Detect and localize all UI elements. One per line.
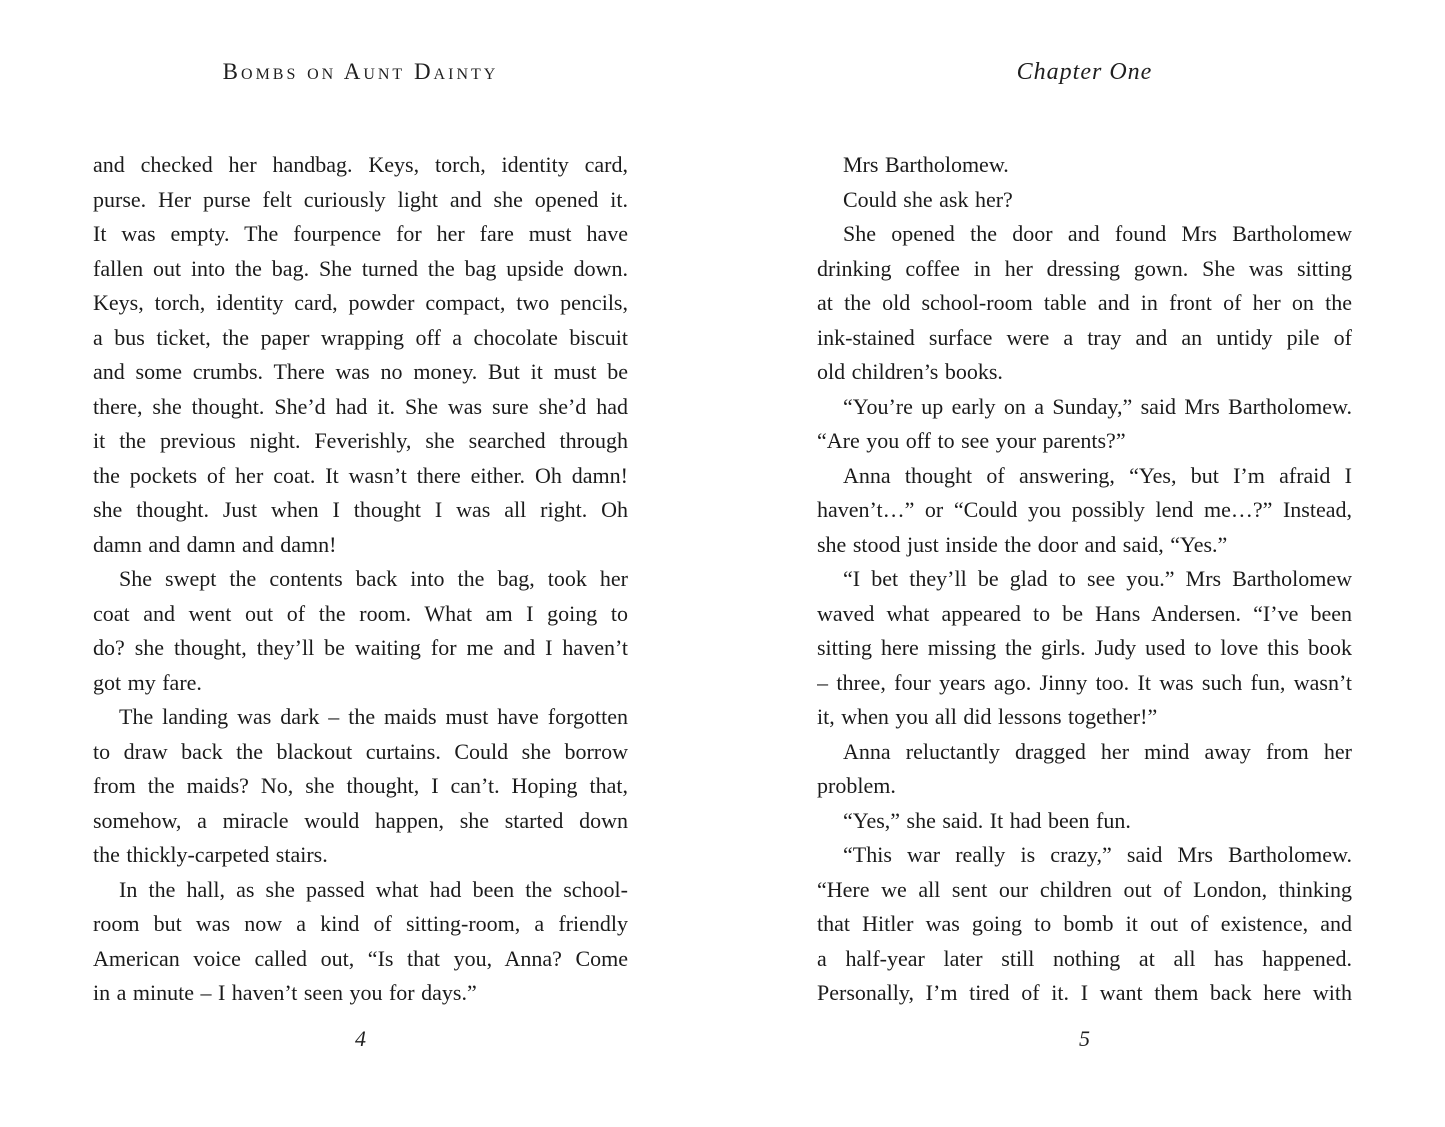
text-line: “Here we all sent our children out of London, thinking: [817, 876, 1352, 902]
text-line: room but was now a kind of sitting-room, a friendly: [93, 911, 628, 936]
text-line: from the maids? No, she thought, I can’t. Hoping that,: [93, 773, 628, 798]
text-line: “This war really is crazy,” said Mrs Bartholomew.: [843, 842, 1352, 867]
right-page-number: 5: [1079, 1026, 1090, 1051]
text-line: coat and went out of the room. What am I going to: [93, 600, 628, 626]
left-page-number: 4: [355, 1026, 366, 1051]
text-line: it the previous night. Feverishly, she searched through: [93, 428, 628, 453]
text-line: Keys, torch, identity card, powder compact, two pencils,: [93, 290, 628, 315]
text-line: do? she thought, they’ll be waiting for me and I haven’t: [93, 635, 628, 660]
text-line: ink-stained surface were a tray and an untidy pile of: [817, 324, 1352, 350]
text-line: She opened the door and found Mrs Bartholomew: [843, 221, 1352, 246]
text-line: The landing was dark – the maids must have forgotten: [119, 704, 628, 729]
text-line: there, she thought. She’d had it. She was sure she’d had: [93, 393, 628, 419]
text-line: “You’re up early on a Sunday,” said Mrs Bartholomew.: [843, 393, 1352, 419]
text-line: she stood just inside the door and said, “Yes.”: [817, 531, 1228, 557]
text-line: problem.: [817, 773, 896, 798]
right-page-body: [817, 148, 1352, 1011]
text-line: drinking coffee in her dressing gown. She was sitting: [817, 255, 1352, 281]
text-line: that Hitler was going to bomb it out of existence, and: [817, 911, 1352, 936]
right-running-header: Chapter One: [1016, 59, 1153, 85]
text-line: – three, four years ago. Jinny too. It was such fun, wasn’t: [817, 669, 1352, 695]
left-page: [93, 0, 628, 1127]
text-line: She swept the contents back into the bag, took her: [119, 566, 628, 591]
text-line: at the old school-room table and in front of her on the: [817, 290, 1352, 315]
text-line: a half-year later still nothing at all has happened.: [817, 945, 1352, 971]
text-line: Mrs Bartholomew.: [843, 152, 1009, 177]
text-line: sitting here missing the girls. Judy used to love this book: [817, 635, 1352, 660]
text-line: In the hall, as she passed what had been the school-: [119, 876, 628, 902]
text-line: Anna thought of answering, “Yes, but I’m afraid I: [843, 462, 1352, 488]
text-line: somehow, a miracle would happen, she started down: [93, 807, 628, 833]
text-line: haven’t…” or “Could you possibly lend me…?” Instead,: [817, 497, 1352, 522]
text-line: the pockets of her coat. It wasn’t there either. Oh damn!: [93, 462, 628, 488]
left-page-body: [93, 148, 628, 1011]
text-line: Anna reluctantly dragged her mind away from her: [843, 738, 1352, 764]
text-line: Could she ask her?: [843, 186, 1013, 212]
text-line: It was empty. The fourpence for her fare must have: [93, 221, 628, 246]
text-line: got my fare.: [93, 669, 202, 695]
text-line: it, when you all did lessons together!”: [817, 704, 1158, 729]
text-line: “I bet they’ll be glad to see you.” Mrs Bartholomew: [843, 566, 1352, 591]
text-line: old children’s books.: [817, 359, 1003, 384]
text-line: a bus ticket, the paper wrapping off a chocolate biscuit: [93, 324, 628, 350]
left-running-header: Bombs on Aunt Dainty: [222, 59, 499, 84]
text-line: in a minute – I haven’t seen you for days.”: [93, 980, 477, 1005]
text-line: purse. Her purse felt curiously light and she opened it.: [93, 186, 628, 212]
text-line: and checked her handbag. Keys, torch, identity card,: [93, 152, 628, 177]
text-line: “Are you off to see your parents?”: [817, 428, 1126, 453]
text-line: damn and damn and damn!: [93, 531, 337, 557]
text-line: fallen out into the bag. She turned the bag upside down.: [93, 255, 628, 281]
right-page: [817, 0, 1352, 1127]
text-line: and some crumbs. There was no money. But it must be: [93, 359, 628, 384]
text-line: she thought. Just when I thought I was all right. Oh: [93, 497, 628, 522]
text-line: American voice called out, “Is that you, Anna? Come: [93, 945, 628, 971]
text-line: to draw back the blackout curtains. Could she borrow: [93, 738, 628, 764]
text-line: “Yes,” she said. It had been fun.: [843, 807, 1131, 833]
text-line: the thickly-carpeted stairs.: [93, 842, 328, 867]
text-line: Personally, I’m tired of it. I want them back here with: [817, 980, 1352, 1005]
text-line: waved what appeared to be Hans Andersen. “I’ve been: [817, 600, 1352, 626]
